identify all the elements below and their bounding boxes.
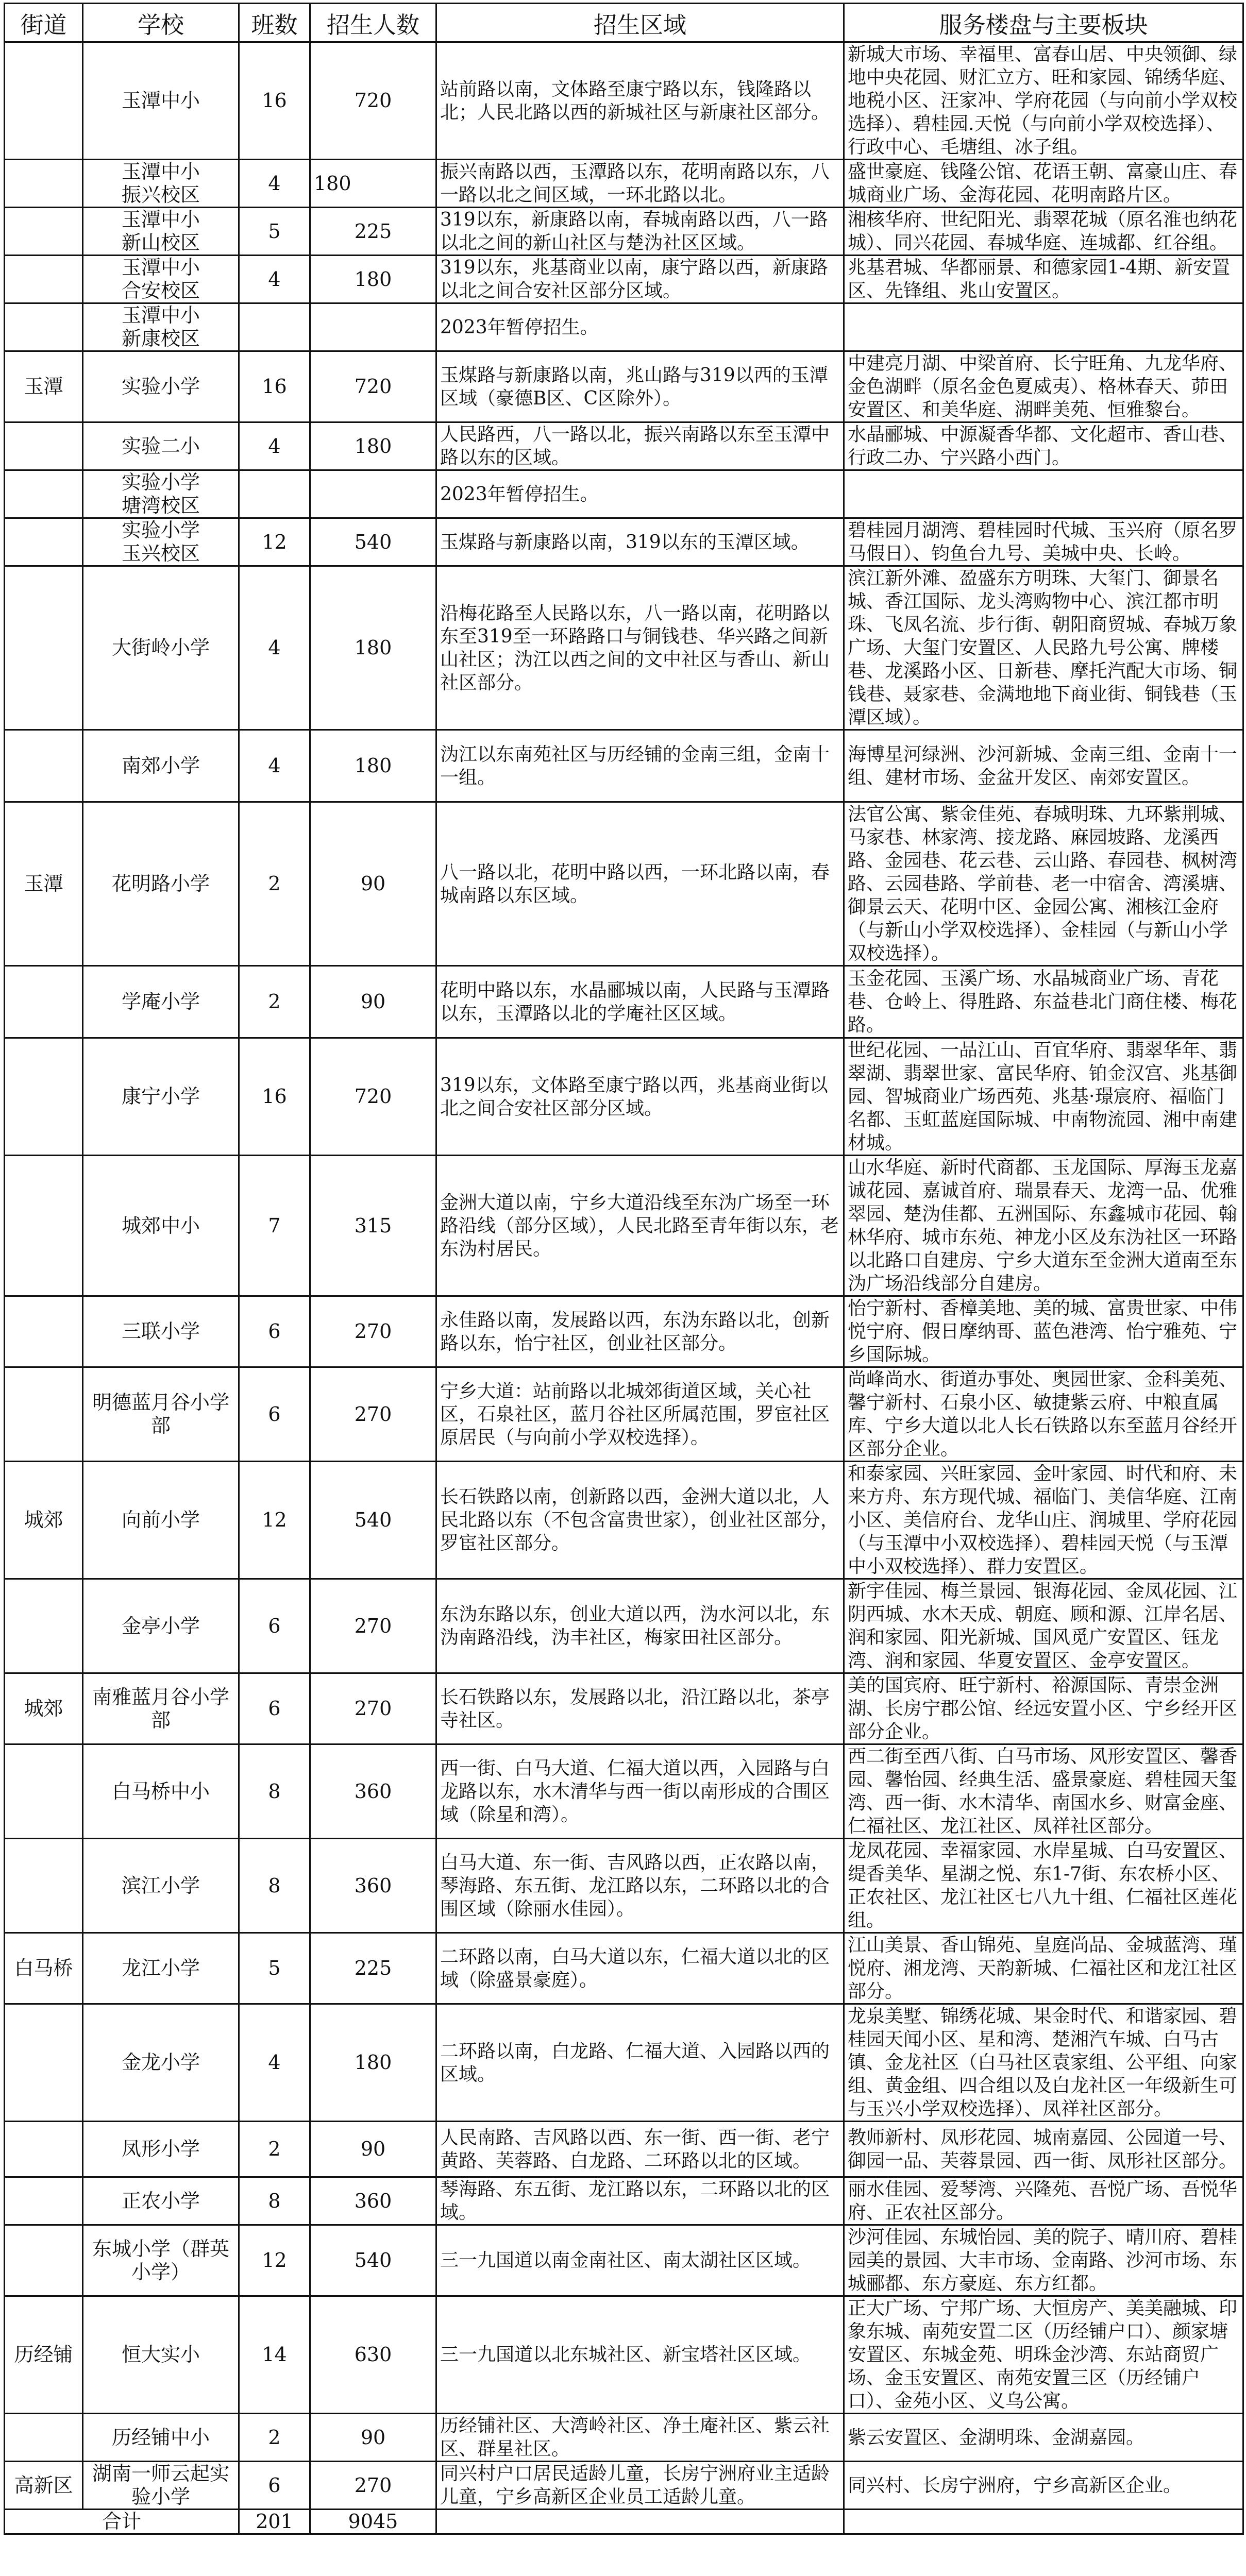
table-row (5, 2462, 1243, 2510)
classes-cell: 16 (239, 1038, 310, 1156)
enrollment-cell: 180 (310, 160, 436, 208)
school-cell: 东城小学（群英小学） (83, 2225, 239, 2296)
area-cell: 城郊 (5, 1673, 83, 1744)
enrollment-cell: 540 (310, 1462, 436, 1579)
area-cell (5, 256, 83, 303)
table-row (5, 422, 1243, 470)
area-cell (5, 2414, 83, 2462)
service-cell: 法官公寓、紫金佳苑、春城明珠、九环紫荆城、马家巷、林家湾、接龙路、麻园坡路、龙溪西路、金园巷、花云巷、云山路、春园巷、枫树湾路、云园巷路、学前巷、老一中宿舍、湾溪塘、御景云天、花明中区、金园公寓、湘核江金府（与新山小学双校选择）、金桂园（与新山小学双校选择）。 (844, 802, 1243, 966)
total-enrollment: 9045 (310, 2510, 436, 2534)
classes-cell: 4 (239, 256, 310, 303)
classes-cell: 6 (239, 2462, 310, 2510)
enrollment-cell: 90 (310, 802, 436, 966)
school-cell: 滨江小学 (83, 1839, 239, 1933)
service-cell: 碧桂园月湖湾、碧桂园时代城、玉兴府（原名罗马假日）、钧鱼台九号、美城中央、长岭。 (844, 518, 1243, 566)
area-cell: 城郊 (5, 1462, 83, 1579)
service-cell: 同兴村、长房宁洲府，宁乡高新区企业。 (844, 2462, 1243, 2510)
area-cell (5, 2177, 83, 2225)
zone-cell: 西一街、白马大道、仁福大道以西，入园路与白龙路以东，水木清华与西一街以南形成的合围区域（除星和湾）。 (436, 1744, 844, 1839)
zone-cell: 二环路以南，白马大道以东，仁福大道以北的区域（除盛景豪庭）。 (436, 1933, 844, 2004)
service-cell: 正大广场、宁邦广场、大恒房产、美美融城、印象东城、南苑安置二区（历经铺户口）、颜家塘安置区、东城金苑、明珠金沙湾、东站商贸广场、金玉安置区、南苑安置三区（历经铺户口）、金苑小区、义乌公寓。 (844, 2296, 1243, 2414)
area-cell (5, 518, 83, 566)
table-row (5, 802, 1243, 966)
enrollment-cell: 720 (310, 42, 436, 160)
total-row (5, 2510, 1243, 2534)
school-cell: 玉潭中小 振兴校区 (83, 160, 239, 208)
classes-cell: 5 (239, 208, 310, 256)
school-cell: 明德蓝月谷小学部 (83, 1367, 239, 1462)
area-cell (5, 1038, 83, 1156)
area-cell: 高新区 (5, 2462, 83, 2510)
school-cell: 三联小学 (83, 1296, 239, 1367)
table-row (5, 2004, 1243, 2122)
enrollment-cell: 90 (310, 2122, 436, 2177)
service-cell: 美的国宾府、旺宁新村、裕源国际、青崇金洲湖、长房宁郡公馆、经远安置小区、宁乡经开区部分企业。 (844, 1673, 1243, 1744)
enrollment-cell (310, 470, 436, 518)
service-cell: 兆基君城、华都丽景、和德家园1-4期、新安置区、先锋组、兆山安置区。 (844, 256, 1243, 303)
enrollment-cell: 180 (310, 256, 436, 303)
zone-cell: 琴海路、东五街、龙江路以东，二环路以北的区域。 (436, 2177, 844, 2225)
school-cell: 玉潭中小 新山校区 (83, 208, 239, 256)
school-cell: 白马桥中小 (83, 1744, 239, 1839)
table-row (5, 1933, 1243, 2004)
area-cell (5, 1367, 83, 1462)
table-row (5, 1839, 1243, 1933)
service-cell: 盛世豪庭、钱隆公馆、花语王朝、富豪山庄、春城商业广场、金海花园、花明南路片区。 (844, 160, 1243, 208)
zone-cell: 319以东，兆基商业以南，康宁路以西，新康路以北之间合安社区部分区域。 (436, 256, 844, 303)
enrollment-cell: 90 (310, 2414, 436, 2462)
zone-cell: 站前路以南，文体路至康宁路以东，钱隆路以北；人民北路以西的新城社区与新康社区部分。 (436, 42, 844, 160)
enrollment-cell: 630 (310, 2296, 436, 2414)
table-row (5, 2225, 1243, 2296)
school-cell: 玉潭中小 (83, 42, 239, 160)
service-cell (844, 470, 1243, 518)
service-cell: 世纪花园、一品江山、百宜华府、翡翠华年、翡翠湖、翡翠世家、富民华府、铂金汉宫、兆基御园、智城商业广场西苑、兆基·璟宸府、福临门名都、玉虹蓝庭国际城、中南物流园、湘中南建材城。 (844, 1038, 1243, 1156)
area-cell: 玉潭 (5, 351, 83, 422)
enrollment-cell: 270 (310, 1673, 436, 1744)
classes-cell (239, 303, 310, 351)
school-cell: 实验小学 塘湾校区 (83, 470, 239, 518)
classes-cell: 4 (239, 2004, 310, 2122)
zone-cell: 东沩东路以东，创业大道以西，沩水河以北，东沩南路沿线，沩丰社区，梅家田社区部分。 (436, 1579, 844, 1673)
classes-cell: 16 (239, 351, 310, 422)
table-row (5, 303, 1243, 351)
service-cell: 山水华庭、新时代商都、玉龙国际、厚海玉龙嘉诚花园、嘉诚首府、瑞景春天、龙湾一品、优雅翠园、楚沩佳都、五洲国际、东鑫城市花园、翰林华府、城市东苑、神龙小区及东沩社区一环路以北路口自建房、宁乡大道东至金洲大道南至东沩广场沿线部分自建房。 (844, 1156, 1243, 1296)
zone-cell: 319以东，文体路至康宁路以西，兆基商业街以北之间合安社区部分区域。 (436, 1038, 844, 1156)
classes-cell: 6 (239, 1579, 310, 1673)
classes-cell: 7 (239, 1156, 310, 1296)
table-row (5, 1038, 1243, 1156)
service-cell: 海博星河绿洲、沙河新城、金南三组、金南十一组、建材市场、金盆开发区、南郊安置区。 (844, 730, 1243, 802)
zone-cell: 长石铁路以东，发展路以北，沿江路以北，茶亭寺社区。 (436, 1673, 844, 1744)
enrollment-cell: 720 (310, 351, 436, 422)
service-cell: 江山美景、香山锦苑、皇庭尚品、金城蓝湾、瑾悦府、湘龙湾、天韵新城、仁福社区和龙江社区部分。 (844, 1933, 1243, 2004)
classes-cell: 12 (239, 1462, 310, 1579)
school-cell: 金龙小学 (83, 2004, 239, 2122)
header-classes: 班数 (239, 4, 310, 42)
zone-cell: 三一九国道以南金南社区、南太湖社区区域。 (436, 2225, 844, 2296)
table-row (5, 966, 1243, 1038)
school-cell: 龙江小学 (83, 1933, 239, 2004)
table-row (5, 566, 1243, 730)
service-cell: 新城大市场、幸福里、富春山居、中央领御、绿地中央花园、财汇立方、旺和家园、锦绣华庭、地税小区、汪家冲、学府花园（与向前小学双校选择）、碧桂园.天悦（与向前小学双校选择）、行政中心、毛塘组、冰子组。 (844, 42, 1243, 160)
table-row (5, 1744, 1243, 1839)
enrollment-cell: 270 (310, 1579, 436, 1673)
table-row (5, 518, 1243, 566)
service-cell: 新宇佳园、梅兰景园、银海花园、金凤花园、江阴西城、水木天成、朝庭、顾和源、江岸名居、润和家园、阳光新城、国风觅广安置区、钰龙湾、润和家园、华夏安置区、金亭安置区。 (844, 1579, 1243, 1673)
area-cell (5, 1156, 83, 1296)
school-cell: 历经铺中小 (83, 2414, 239, 2462)
enrollment-cell: 720 (310, 1038, 436, 1156)
zone-cell: 人民南路、吉风路以西、东一街、西一街、老宁黄路、芙蓉路、白龙路、二环路以北的区域。 (436, 2122, 844, 2177)
service-cell (844, 303, 1243, 351)
table-row (5, 1462, 1243, 1579)
school-cell: 南郊小学 (83, 730, 239, 802)
service-cell: 沙河佳园、东城怡园、美的院子、晴川府、碧桂园美的景园、大丰市场、金南路、沙河市场、东城郦都、东方豪庭、东方红都。 (844, 2225, 1243, 2296)
header-enrollment: 招生人数 (310, 4, 436, 42)
classes-cell: 12 (239, 2225, 310, 2296)
zone-cell: 花明中路以东，水晶郦城以南，人民路与玉潭路以东，玉潭路以北的学庵社区区域。 (436, 966, 844, 1038)
service-cell: 水晶郦城、中源凝香华都、文化超市、香山巷、行政二办、宁兴路小西门。 (844, 422, 1243, 470)
zone-cell: 历经铺社区、大湾岭社区、净土庵社区、紫云社区、群星社区。 (436, 2414, 844, 2462)
classes-cell (239, 470, 310, 518)
header-area: 街道 (5, 4, 83, 42)
service-cell: 中建亮月湖、中梁首府、长宁旺角、九龙华府、金色湖畔（原名金色夏威夷）、格林春天、茆田安置区、和美华庭、湖畔美苑、恒雅黎台。 (844, 351, 1243, 422)
school-cell: 恒大实小 (83, 2296, 239, 2414)
table-row (5, 2296, 1243, 2414)
classes-cell: 4 (239, 422, 310, 470)
school-cell: 大街岭小学 (83, 566, 239, 730)
table-row (5, 730, 1243, 802)
school-cell: 花明路小学 (83, 802, 239, 966)
area-cell: 白马桥 (5, 1933, 83, 2004)
classes-cell: 2 (239, 966, 310, 1038)
service-cell: 龙凤花园、幸福家园、水岸星城、白马安置区、缇香美华、星湖之悦、东1-7街、东农桥小区、正农社区、龙江社区七八九十组、仁福社区莲花组。 (844, 1839, 1243, 1933)
header-service: 服务楼盘与主要板块 (844, 4, 1243, 42)
total-service-blank (844, 2510, 1243, 2534)
classes-cell: 8 (239, 2177, 310, 2225)
table-row (5, 208, 1243, 256)
area-cell (5, 2225, 83, 2296)
school-cell: 向前小学 (83, 1462, 239, 1579)
classes-cell: 16 (239, 42, 310, 160)
classes-cell: 4 (239, 160, 310, 208)
classes-cell: 6 (239, 1296, 310, 1367)
total-classes: 201 (239, 2510, 310, 2534)
zone-cell: 同兴村户口居民适龄儿童，长房宁洲府业主适龄儿童，宁乡高新区企业员工适龄儿童。 (436, 2462, 844, 2510)
service-cell: 西二街至西八街、白马市场、风形安置区、馨香园、馨怡园、经典生活、盛景豪庭、碧桂园天玺湾、西一街、水木清华、南国水乡、财富金座、仁福社区、龙江社区、凤祥社区部分。 (844, 1744, 1243, 1839)
table-row (5, 1673, 1243, 1744)
zone-cell: 永佳路以南，发展路以西，东沩东路以北，创新路以东，怡宁社区，创业社区部分。 (436, 1296, 844, 1367)
zone-cell: 人民路西，八一路以北，振兴南路以东至玉潭中路以东的区域。 (436, 422, 844, 470)
enrollment-cell: 360 (310, 1744, 436, 1839)
area-cell (5, 1579, 83, 1673)
enrollment-cell: 315 (310, 1156, 436, 1296)
school-cell: 凤形小学 (83, 2122, 239, 2177)
classes-cell: 4 (239, 566, 310, 730)
area-cell (5, 2122, 83, 2177)
school-cell: 实验小学 玉兴校区 (83, 518, 239, 566)
school-cell: 南雅蓝月谷小学部 (83, 1673, 239, 1744)
enrollment-cell: 90 (310, 966, 436, 1038)
service-cell: 尚峰尚水、街道办事处、奥园世家、金科美苑、馨宁新村、石泉小区、敏捷紫云府、中粮直属库、宁乡大道以北人长石铁路以东至蓝月谷经开区部分企业。 (844, 1367, 1243, 1462)
zone-cell: 沩江以东南苑社区与历经铺的金南三组，金南十一组。 (436, 730, 844, 802)
table-row (5, 2414, 1243, 2462)
enrollment-table (4, 3, 1244, 2535)
table-row (5, 2122, 1243, 2177)
area-cell (5, 1839, 83, 1933)
table-row (5, 351, 1243, 422)
school-cell: 玉潭中小 新康校区 (83, 303, 239, 351)
school-cell: 正农小学 (83, 2177, 239, 2225)
enrollment-cell: 180 (310, 566, 436, 730)
service-cell: 教师新村、凤形花园、城南嘉园、公园道一号、御园一品、芙蓉景园、西一街、凤形社区部分。 (844, 2122, 1243, 2177)
zone-cell: 三一九国道以北东城社区、新宝塔社区区域。 (436, 2296, 844, 2414)
classes-cell: 4 (239, 730, 310, 802)
school-cell: 实验小学 (83, 351, 239, 422)
service-cell: 龙泉美墅、锦绣花城、果金时代、和谐家园、碧桂园天闻小区、星和湾、楚湘汽车城、白马古镇、金龙社区（白马社区袁家组、公平组、向家组、黄金组、四合组以及白龙社区一年级新生可与玉兴小学双校选择）、凤祥社区部分。 (844, 2004, 1243, 2122)
enrollment-cell: 180 (310, 2004, 436, 2122)
classes-cell: 2 (239, 802, 310, 966)
enrollment-cell: 270 (310, 1296, 436, 1367)
table-row (5, 42, 1243, 160)
zone-cell: 玉煤路与新康路以南，319以东的玉潭区域。 (436, 518, 844, 566)
service-cell: 玉金花园、玉溪广场、水晶城商业广场、青花巷、仓岭上、得胜路、东益巷北门商住楼、梅花路。 (844, 966, 1243, 1038)
service-cell: 丽水佳园、爱琴湾、兴隆苑、吾悦广场、吾悦华府、正农社区部分。 (844, 2177, 1243, 2225)
classes-cell: 8 (239, 1744, 310, 1839)
header-school: 学校 (83, 4, 239, 42)
area-cell (5, 160, 83, 208)
area-cell (5, 42, 83, 160)
enrollment-cell: 270 (310, 2462, 436, 2510)
zone-cell: 宁乡大道：站前路以北城郊街道区域，关心社区，石泉社区，蓝月谷社区所属范围，罗宦社区原居民（与向前小学双校选择）。 (436, 1367, 844, 1462)
table-row (5, 2177, 1243, 2225)
enrollment-cell: 360 (310, 2177, 436, 2225)
zone-cell: 2023年暂停招生。 (436, 303, 844, 351)
area-cell: 玉潭 (5, 802, 83, 966)
zone-cell: 八一路以北，花明中路以西，一环北路以南，春城南路以东区域。 (436, 802, 844, 966)
zone-cell: 二环路以南，白龙路、仁福大道、入园路以西的区域。 (436, 2004, 844, 2122)
area-cell: 历经铺 (5, 2296, 83, 2414)
service-cell: 紫云安置区、金湖明珠、金湖嘉园。 (844, 2414, 1243, 2462)
enrollment-cell (310, 303, 436, 351)
classes-cell: 12 (239, 518, 310, 566)
zone-cell: 金洲大道以南，宁乡大道沿线至东沩广场至一环路沿线（部分区域），人民北路至青年街以东，老东沩村居民。 (436, 1156, 844, 1296)
service-cell: 滨江新外滩、盈盛东方明珠、大玺门、御景名城、香江国际、龙头湾购物中心、滨江都市明珠、飞凤名流、步行街、朝阳商贸城、春城万象广场、大玺门安置区、人民路九号公寓、牌楼巷、龙溪路小区、日新巷、摩托汽配大市场、铜钱巷、聂家巷、金满地地下商业街、铜钱巷（玉潭区域）。 (844, 566, 1243, 730)
table-row (5, 1156, 1243, 1296)
enrollment-cell: 180 (310, 730, 436, 802)
area-cell (5, 1744, 83, 1839)
classes-cell: 2 (239, 2122, 310, 2177)
school-cell: 城郊中小 (83, 1156, 239, 1296)
zone-cell: 沿梅花路至人民路以东，八一路以南，花明路以东至319至一环路路口与铜钱巷、华兴路之间新山社区；沩江以西之间的文中社区与香山、新山社区部分。 (436, 566, 844, 730)
area-cell (5, 470, 83, 518)
enrollment-cell: 540 (310, 518, 436, 566)
table-row (5, 256, 1243, 303)
classes-cell: 6 (239, 1673, 310, 1744)
service-cell: 怡宁新村、香樟美地、美的城、富贵世家、中伟悦宁府、假日摩纳哥、蓝色港湾、怡宁雅苑、宁乡国际城。 (844, 1296, 1243, 1367)
classes-cell: 8 (239, 1839, 310, 1933)
service-cell: 和泰家园、兴旺家园、金叶家园、时代和府、未来方舟、东方现代城、福临门、美信华庭、江南小区、美信府台、龙华山庄、润城里、学府花园（与玉潭中小双校选择）、碧桂园天悦（与玉潭中小双校选择）、群力安置区。 (844, 1462, 1243, 1579)
area-cell (5, 966, 83, 1038)
zone-cell: 2023年暂停招生。 (436, 470, 844, 518)
zone-cell: 白马大道、东一街、吉风路以西，正农路以南，琴海路、东五街、龙江路以东，二环路以北的合围区域（除丽水佳园）。 (436, 1839, 844, 1933)
enrollment-cell: 225 (310, 1933, 436, 2004)
school-cell: 玉潭中小 合安校区 (83, 256, 239, 303)
table-row (5, 470, 1243, 518)
classes-cell: 6 (239, 1367, 310, 1462)
area-cell (5, 566, 83, 730)
school-cell: 湖南一师云起实验小学 (83, 2462, 239, 2510)
table-row (5, 160, 1243, 208)
enrollment-cell: 270 (310, 1367, 436, 1462)
area-cell (5, 208, 83, 256)
school-cell: 金亭小学 (83, 1579, 239, 1673)
school-cell: 学庵小学 (83, 966, 239, 1038)
classes-cell: 14 (239, 2296, 310, 2414)
area-cell (5, 422, 83, 470)
total-label: 合计 (5, 2510, 239, 2534)
area-cell (5, 2004, 83, 2122)
enrollment-cell: 540 (310, 2225, 436, 2296)
classes-cell: 5 (239, 1933, 310, 2004)
total-zone-blank (436, 2510, 844, 2534)
table-row (5, 1367, 1243, 1462)
header-zone: 招生区域 (436, 4, 844, 42)
table-row (5, 1296, 1243, 1367)
classes-cell: 2 (239, 2414, 310, 2462)
school-cell: 康宁小学 (83, 1038, 239, 1156)
zone-cell: 长石铁路以南，创新路以西，金洲大道以北，人民北路以东（不包含富贵世家），创业社区部分，罗宦社区部分。 (436, 1462, 844, 1579)
zone-cell: 319以东，新康路以南，春城南路以西，八一路以北之间的新山社区与楚沩社区区域。 (436, 208, 844, 256)
zone-cell: 振兴南路以西，玉潭路以东，花明南路以东，八一路以北之间区域，一环北路以北。 (436, 160, 844, 208)
enrollment-cell: 225 (310, 208, 436, 256)
service-cell: 湘核华府、世纪阳光、翡翠花城（原名淮也纳花城）、同兴花园、春城华庭、连城都、红谷组。 (844, 208, 1243, 256)
area-cell (5, 1296, 83, 1367)
enrollment-cell: 180 (310, 422, 436, 470)
school-cell: 实验二小 (83, 422, 239, 470)
table-header (5, 4, 1243, 42)
table-row (5, 1579, 1243, 1673)
area-cell (5, 730, 83, 802)
zone-cell: 玉煤路与新康路以南，兆山路与319以西的玉潭区域（豪德B区、C区除外）。 (436, 351, 844, 422)
enrollment-cell: 360 (310, 1839, 436, 1933)
table-body (5, 42, 1243, 2534)
area-cell (5, 303, 83, 351)
